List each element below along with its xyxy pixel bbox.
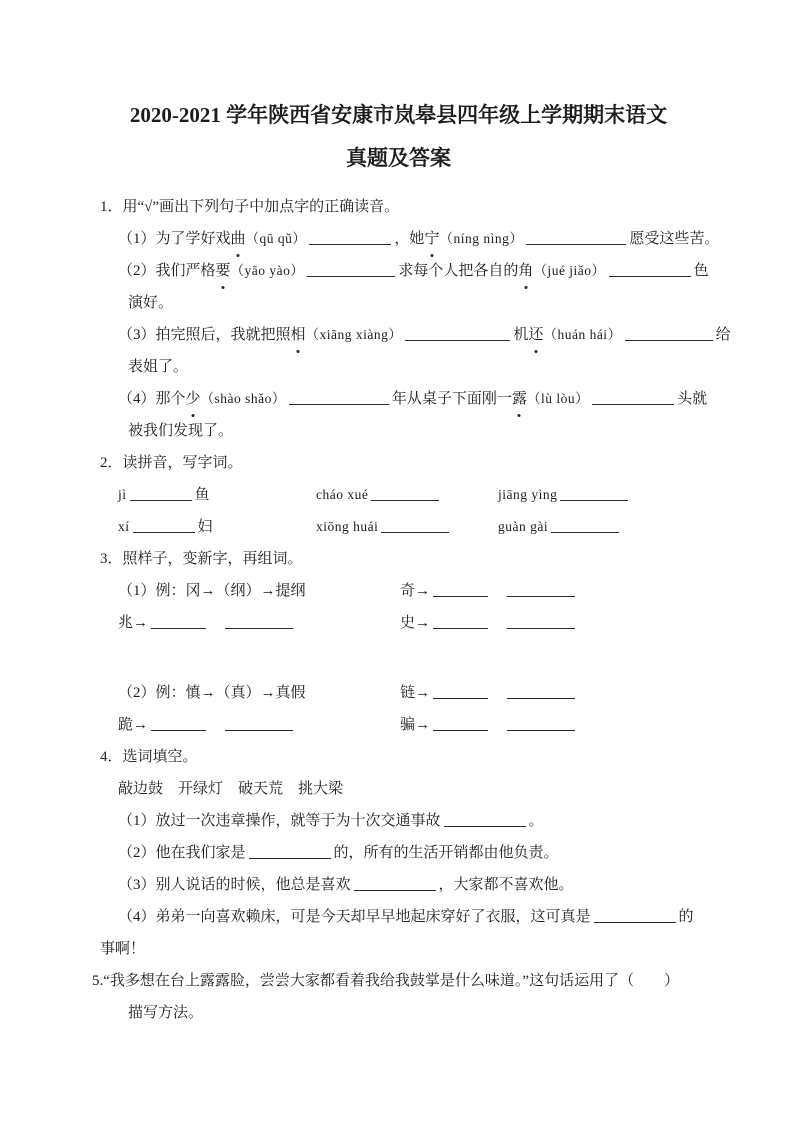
- blank-underline: [151, 614, 206, 629]
- blank-underline: [592, 390, 674, 405]
- item-text: 放过一次违章操作，就等于为十次交通事故: [155, 813, 441, 829]
- blank-underline: [433, 716, 488, 731]
- blank-underline: [309, 230, 391, 245]
- item-text: 头就: [677, 391, 708, 407]
- q2-row-1: [100, 479, 701, 511]
- item-text: 色: [693, 263, 709, 279]
- dotted-char: 宁: [424, 223, 439, 255]
- char-suffix: 妇: [197, 519, 213, 535]
- blank-underline: [225, 716, 293, 731]
- item-text: 年从桌子下面刚一: [391, 391, 512, 407]
- q1-item-4: [100, 383, 708, 415]
- item-text: 他在我们家是: [155, 845, 246, 861]
- q2-cell: [498, 511, 701, 543]
- item-text: 描写方法。: [128, 1005, 204, 1021]
- item-text: 演好。: [128, 295, 174, 311]
- dotted-char: 曲: [231, 223, 246, 255]
- question-2-number: 2．: [100, 455, 123, 471]
- blank-underline: [133, 518, 195, 533]
- item-label: （2）: [118, 263, 156, 279]
- item-label: （2）: [118, 845, 156, 861]
- example-text: 例：慎→（真）→真假: [155, 685, 306, 701]
- q4-item-3: [100, 869, 701, 901]
- blank-underline: [507, 716, 575, 731]
- question-1-number: 1．: [100, 199, 123, 215]
- pinyin-choices: （níng nìng）: [439, 231, 524, 246]
- question-4-number: 4．: [100, 749, 123, 765]
- blank-underline: [151, 716, 206, 731]
- pinyin: jiāng yìng: [498, 487, 558, 502]
- dotted-char: 相: [291, 319, 306, 351]
- item-text: ，大家都不喜欢他。: [438, 877, 574, 893]
- pinyin-choices: （qū qǔ）: [245, 231, 307, 246]
- q1-item-1: [100, 223, 720, 255]
- pinyin: cháo xué: [316, 487, 369, 502]
- char-transform: 骗→: [400, 717, 431, 733]
- question-5-continuation: [100, 997, 701, 1029]
- question-5-text: “我多想在台上露露脸，尝尝大家都看着我给我鼓掌是什么味道。”这句话运用了（ ）: [103, 973, 680, 989]
- blank-underline: [507, 614, 575, 629]
- char-suffix: 鱼: [194, 487, 210, 503]
- item-text: 事啊！: [100, 941, 146, 957]
- q2-cell: [118, 479, 316, 511]
- question-1-stem-text: 用“√”画出下列句子中加点字的正确读音。: [122, 199, 400, 215]
- q4-word-bank: [100, 773, 701, 805]
- blank-underline: [225, 614, 293, 629]
- item-text: 的: [678, 909, 694, 925]
- item-label: （4）: [118, 909, 156, 925]
- item-text: 我们严格: [155, 263, 216, 279]
- q2-cell: [498, 479, 701, 511]
- char-transform: 奇→: [400, 583, 431, 599]
- page-title: [96, 100, 701, 173]
- question-1-stem: [100, 191, 701, 223]
- blank-underline: [381, 518, 449, 533]
- q3-part2-row1: [100, 677, 701, 709]
- blank-underline: [551, 518, 619, 533]
- item-text: 表姐了。: [128, 359, 189, 375]
- example-text: 例：冈→（纲）→提纲: [155, 583, 306, 599]
- q3-exercise: [400, 709, 701, 741]
- q3-part1-row2: [100, 607, 701, 639]
- blank-underline: [405, 326, 510, 341]
- q3-example: [118, 677, 400, 709]
- question-3-stem-text: 照样子，变新字，再组词。: [122, 551, 303, 567]
- q4-item-4-continuation: [100, 933, 701, 965]
- item-text: 被我们发现了。: [128, 423, 234, 439]
- q3-exercise: [118, 607, 400, 639]
- question-5-stem: [92, 965, 701, 997]
- question-3-stem: [100, 543, 701, 575]
- q3-example: [118, 575, 400, 607]
- pinyin-choices: （jué jiǎo）: [533, 263, 606, 278]
- item-text: 拍完照后，我就把照: [155, 327, 291, 343]
- blank-underline: [307, 262, 395, 277]
- char-transform: 跪→: [118, 717, 149, 733]
- question-5-number: 5.: [92, 973, 104, 989]
- blank-underline: [526, 230, 626, 245]
- question-2-stem: [100, 447, 701, 479]
- q3-exercise: [118, 709, 400, 741]
- pinyin: xiōng huái: [316, 519, 379, 534]
- q1-item-3-continuation: [100, 351, 701, 383]
- part-label: （1）: [118, 583, 156, 599]
- item-text: 那个: [155, 391, 186, 407]
- pinyin-choices: （yāo yào）: [230, 263, 305, 278]
- item-text: 求每个人把各自的: [398, 263, 519, 279]
- item-text: ，她: [394, 231, 425, 247]
- char-transform: 兆→: [118, 615, 149, 631]
- q1-item-2: [100, 255, 709, 287]
- item-text: 。: [528, 813, 544, 829]
- word-bank-text: 敲边鼓 开绿灯 破天荒 挑大梁: [118, 781, 344, 797]
- blank-underline: [444, 812, 526, 827]
- question-2-stem-text: 读拼音，写字词。: [122, 455, 243, 471]
- char-transform: 史→: [400, 615, 431, 631]
- blank-underline: [507, 582, 575, 597]
- question-3-number: 3．: [100, 551, 123, 567]
- title-line-1: 2020-2021 学年陕西省安康市岚皋县四年级上学期期末语文: [129, 103, 668, 127]
- pinyin-choices: （huán hái）: [543, 327, 622, 342]
- item-label: （3）: [118, 877, 156, 893]
- blank-underline: [130, 486, 192, 501]
- question-4-stem: [100, 741, 701, 773]
- blank-underline: [249, 844, 331, 859]
- item-text: 别人说话的时候，他总是喜欢: [155, 877, 351, 893]
- q4-item-2: [100, 837, 701, 869]
- item-text: 愿受这些苦。: [629, 231, 720, 247]
- pinyin: jì: [118, 487, 127, 502]
- blank-underline: [507, 684, 575, 699]
- blank-gap: [100, 639, 701, 677]
- title-line-2: 真题及答案: [346, 146, 451, 170]
- item-label: （4）: [118, 391, 156, 407]
- blank-underline: [594, 908, 676, 923]
- q4-item-4: [100, 901, 701, 933]
- blank-underline: [354, 876, 436, 891]
- item-text: 弟弟一向喜欢赖床，可是今天却早早地起床穿好了衣服，这可真是: [155, 909, 591, 925]
- item-text: 机: [513, 327, 529, 343]
- q3-exercise: [400, 575, 701, 607]
- q2-cell: [316, 511, 498, 543]
- blank-underline: [560, 486, 628, 501]
- q3-part2-row2: [100, 709, 701, 741]
- blank-underline: [433, 614, 488, 629]
- q2-row-2: [100, 511, 701, 543]
- pinyin: guàn gài: [498, 519, 549, 534]
- question-4-stem-text: 选词填空。: [122, 749, 198, 765]
- char-transform: 链→: [400, 685, 431, 701]
- q3-exercise: [400, 677, 701, 709]
- q3-part1-row1: [100, 575, 701, 607]
- item-text: 为了学好戏: [155, 231, 231, 247]
- q3-exercise: [400, 607, 701, 639]
- part-label: （2）: [118, 685, 156, 701]
- pinyin-choices: （xiāng xiàng）: [305, 327, 403, 342]
- item-label: （1）: [118, 813, 156, 829]
- q4-item-1: [100, 805, 701, 837]
- pinyin: xí: [118, 519, 130, 534]
- blank-underline: [371, 486, 439, 501]
- pinyin-choices: （shào shǎo）: [200, 391, 286, 406]
- q1-item-4-continuation: [100, 415, 701, 447]
- dotted-char: 露: [512, 383, 527, 415]
- q2-cell: [316, 479, 498, 511]
- blank-underline: [625, 326, 713, 341]
- blank-underline: [433, 582, 488, 597]
- pinyin-choices: （lù lòu）: [526, 391, 590, 406]
- dotted-char: 角: [518, 255, 533, 287]
- dotted-char: 少: [186, 383, 201, 415]
- blank-underline: [289, 390, 389, 405]
- blank-underline: [609, 262, 691, 277]
- q1-item-3: [100, 319, 731, 351]
- dotted-char: 要: [216, 255, 231, 287]
- item-label: （3）: [118, 327, 156, 343]
- item-text: 的，所有的生活开销都由他负责。: [333, 845, 559, 861]
- blank-underline: [433, 684, 488, 699]
- q1-item-2-continuation: [100, 287, 701, 319]
- q2-cell: [118, 511, 316, 543]
- item-label: （1）: [118, 231, 156, 247]
- dotted-char: 还: [528, 319, 543, 351]
- item-text: 给: [715, 327, 731, 343]
